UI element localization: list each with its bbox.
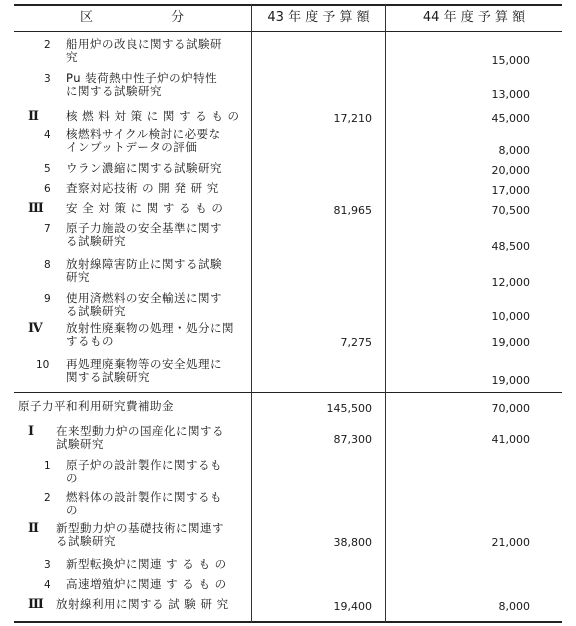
fy44-value: 48,500 [491, 240, 530, 253]
header-fy43-budget: 43 年 度 予 算 額 [267, 10, 370, 25]
row-label: 放射線障害防止に関する試験 研究 [66, 257, 222, 284]
row-label: 在来型動力炉の国産化に関する 試験研究 [56, 424, 224, 451]
item-number: 5 [44, 163, 51, 175]
table-row [14, 202, 562, 218]
fy44-value: 21,000 [491, 536, 530, 549]
row-label: 新型動力炉の基礎技術に関連す る試験研究 [56, 521, 224, 548]
fy43-value: 7,275 [340, 336, 372, 349]
table-row [14, 72, 562, 106]
fy44-value: 20,000 [491, 164, 530, 177]
fy44-value: 13,000 [491, 88, 530, 101]
row-label: Pu 装荷熱中性子炉の炉特性 に関する試験研究 [66, 71, 218, 98]
fy43-value: 19,400 [333, 600, 372, 613]
table-row [14, 258, 562, 292]
item-number: 3 [44, 559, 51, 571]
item-number: 8 [44, 259, 51, 271]
row-label: 原子力平和利用研究費補助金 [18, 399, 174, 413]
fy43-value: 145,500 [326, 402, 372, 415]
table-row [14, 162, 562, 178]
row-label: 船用炉の改良に関する試験研 究 [66, 37, 222, 64]
roman-numeral: Ⅰ [28, 424, 35, 439]
fy43-value: 38,800 [333, 536, 372, 549]
fy44-value: 12,000 [491, 276, 530, 289]
table-row [14, 358, 562, 392]
item-number: 4 [44, 129, 51, 141]
fy44-value: 41,000 [491, 433, 530, 446]
fy44-value: 70,500 [491, 204, 530, 217]
fy44-value: 8,000 [498, 144, 530, 157]
row-label: 燃料体の設計製作に関するも の [66, 490, 222, 517]
item-number: 7 [44, 223, 51, 235]
fy44-value: 45,000 [491, 112, 530, 125]
table-row [14, 459, 562, 493]
table-row [14, 425, 562, 459]
row-label: 核 燃 料 対 策 に 関 す る も の [66, 109, 240, 123]
table-row [14, 578, 562, 594]
header-bottom-rule [14, 31, 562, 32]
row-label: 再処理廃棄物等の安全処理に 関する試験研究 [66, 357, 222, 384]
roman-numeral: Ⅳ [28, 321, 43, 336]
fy44-value: 19,000 [491, 336, 530, 349]
row-label: 高速増殖炉に関連 す る も の [66, 577, 227, 591]
fy44-value: 70,000 [491, 402, 530, 415]
item-number: 10 [36, 359, 50, 371]
table-row [14, 400, 562, 416]
table-row [14, 128, 562, 160]
table-row [14, 598, 562, 614]
item-number: 1 [44, 460, 51, 472]
item-number: 2 [44, 492, 51, 504]
fy44-value: 17,000 [491, 184, 530, 197]
fy44-value: 10,000 [491, 310, 530, 323]
fy44-value: 8,000 [498, 600, 530, 613]
table-bottom-rule [14, 621, 562, 623]
row-label: 新型転換炉に関連 す る も の [66, 557, 227, 571]
item-number: 6 [44, 183, 51, 195]
row-label: 安 全 対 策 に 関 す る も の [66, 201, 224, 215]
fy43-value: 81,965 [333, 204, 372, 217]
table-row [14, 322, 562, 356]
table-row [14, 222, 562, 256]
roman-numeral: Ⅱ [28, 521, 39, 536]
row-label: 原子炉の設計製作に関するも の [66, 458, 222, 485]
roman-numeral: Ⅲ [28, 201, 44, 216]
row-label: 放射性廃棄物の処理・処分に関 するもの [66, 321, 234, 348]
row-label: 使用済燃料の安全輸送に関す る試験研究 [66, 291, 222, 318]
section-divider-rule [14, 392, 562, 393]
table-row [14, 38, 562, 70]
header-category: 区 分 [79, 10, 184, 25]
table-row [14, 110, 562, 126]
roman-numeral: Ⅱ [28, 109, 39, 124]
item-number: 3 [44, 73, 51, 85]
table-row [14, 558, 562, 574]
row-label: ウラン濃縮に関する試験研究 [66, 161, 222, 175]
table-row [14, 182, 562, 198]
header-fy44-budget: 44 年 度 予 算 額 [422, 10, 526, 25]
row-label: 放射線利用に関する 試 験 研 究 [56, 597, 229, 611]
fy44-value: 15,000 [491, 54, 530, 67]
roman-numeral: Ⅲ [28, 597, 44, 612]
fy43-value: 87,300 [333, 433, 372, 446]
table-row [14, 491, 562, 525]
fy44-value: 19,000 [491, 374, 530, 387]
item-number: 4 [44, 579, 51, 591]
table-row [14, 522, 562, 556]
item-number: 2 [44, 39, 51, 51]
row-label: 原子力施設の安全基準に関す る試験研究 [66, 221, 222, 248]
fy43-value: 17,210 [333, 112, 372, 125]
row-label: 査察対応技術 の 開 発 研 究 [66, 181, 219, 195]
item-number: 9 [44, 293, 51, 305]
row-label: 核燃料サイクル検討に必要な インプットデータの評価 [66, 127, 221, 154]
